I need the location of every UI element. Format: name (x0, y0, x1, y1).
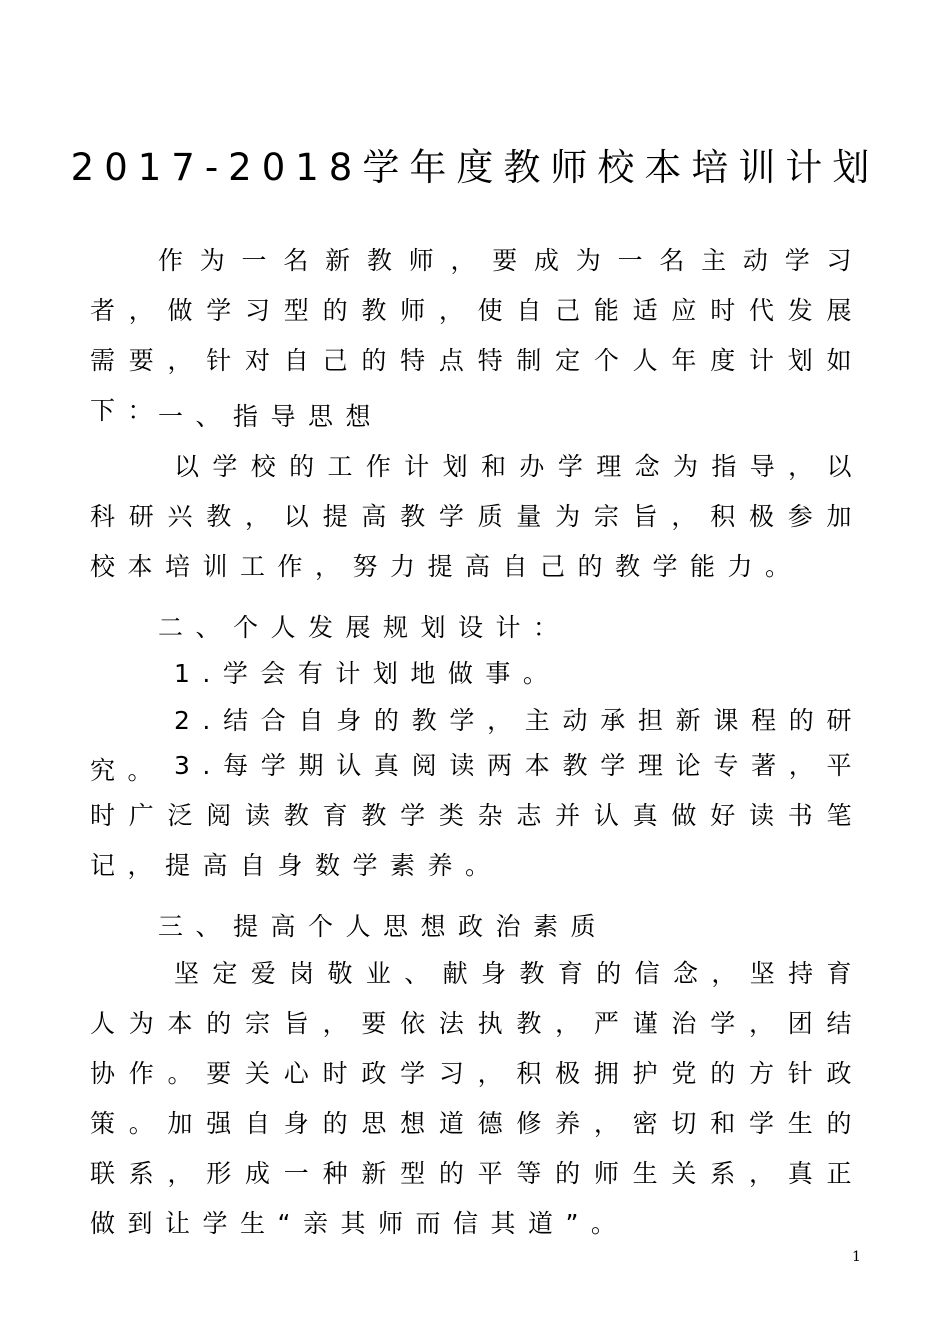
section-heading-political-quality: 三、提高个人思想政治素质 (158, 912, 609, 941)
guiding-thought-paragraph: 以学校的工作计划和办学理念为指导，以科研兴教，以提高教学质量为宗旨，积极参加校本培训工作，努力提高自己的教学能力。 (90, 452, 864, 581)
political-quality-paragraph: 坚定爱岗敬业、献身教育的信念，坚持育人为本的宗旨，要依法执教，严谨治学，团结协作。要关心时政学习，积极拥护党的方针政策。加强自身的思想道德修养，密切和学生的联系，形成一种新型的平等的师生关系，真正做到让学生“亲其师而信其道”。 (90, 959, 864, 1238)
plan-item-1: 1.学会有计划地做事。 (174, 659, 561, 688)
plan-item-3: 3.每学期认真阅读两本教学理论专著，平时广泛阅读教育教学类杂志并认真做好读书笔记，提高自身数学素养。 (90, 751, 864, 880)
section-heading-guiding-thought: 一、指导思想 (158, 402, 384, 431)
document-title: 2017-2018学年度教师校本培训计划 (70, 146, 880, 189)
section-heading-development-plan: 二、个人发展规划设计： (158, 613, 571, 642)
page-number: 1 (852, 1249, 861, 1265)
intro-paragraph: 作为一名新教师，要成为一名主动学习者，做学习型的教师，使自己能适应时代发展需要，针对自己的特点特制定个人年度计划如下： (90, 246, 864, 425)
plan-item-2: 2.结合自身的教学，主动承担新课程的研究。 (90, 706, 864, 785)
